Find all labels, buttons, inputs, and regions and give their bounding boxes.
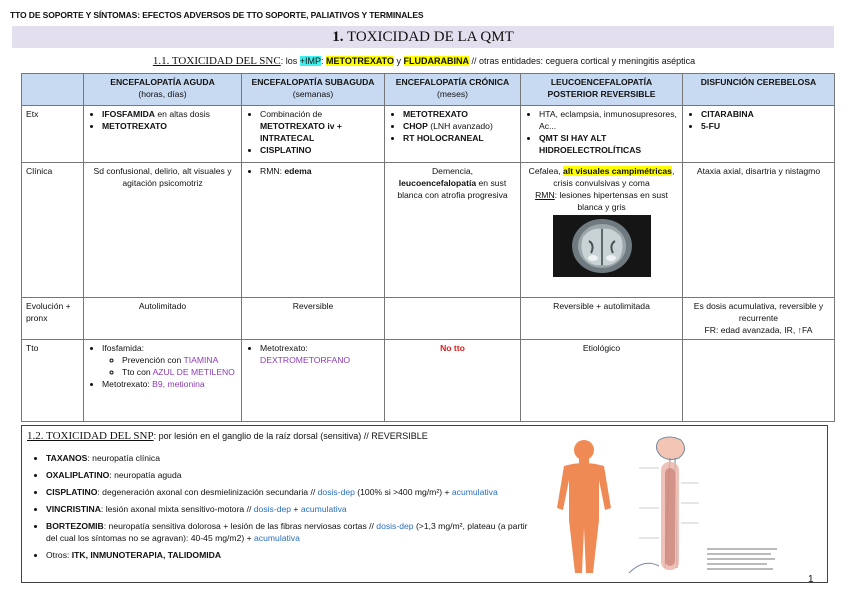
mri-image	[553, 215, 651, 277]
table-row-etx: Etx • IFOSFAMIDA en altas dosis • METOTREXATO • Combinación de METOTREXATO iv + INTRATECAL • CISPLATINO • METOTREXATO • CHOP (LNH avanzado) • RT HOLOCRANEAL • HTA, eclampsia, inmunosupresores, Ac... • QMT SI HAY ALT HIDROELECTROLÍTICAS • CITARABINA • 5-FU	[22, 106, 835, 163]
col-header-subaguda: ENCEFALOPATÍA SUBAGUDA (semanas)	[242, 74, 385, 106]
snc-subtitle	[0, 55, 848, 67]
row-label-clinica: Clínica	[22, 163, 84, 298]
corner-cell	[22, 74, 84, 106]
snp-drug-list	[32, 452, 536, 566]
col-header-leuco: LEUCOENCEFALOPATÍA POSTERIOR REVERSIBLE	[521, 74, 683, 106]
list-item: • Otros: ITK, INMUNOTERAPIA, TALIDOMIDA	[46, 549, 536, 561]
drug-fludarabina-highlight: FLUDARABINA	[403, 56, 470, 66]
col-header-aguda: ENCEFALOPATÍA AGUDA (horas, días)	[84, 74, 242, 106]
snc-toxicity-table	[21, 73, 835, 422]
row-label-evolucion: Evolución + pronx	[22, 298, 84, 340]
list-item: • CISPLATINO: degeneración axonal con desmielinización secundaria // dosis-dep (100% si >400 mg/m²) + acumulativa	[46, 486, 536, 498]
section-title	[12, 26, 834, 48]
snc-and: y	[394, 56, 404, 66]
title-number: 1.	[332, 29, 344, 45]
row-label-etx: Etx	[22, 106, 84, 163]
peripheral-nerve-figure	[529, 428, 819, 578]
table-row-tto: Tto • Ifosfamida: ◦ Prevención con TIAMINA ◦ Tto con AZUL DE METILENO • Metotrexato: B9, metionina • Metotrexato: DEXTROMETORFANO No tto Etiológico	[22, 340, 835, 422]
title-text: TOXICIDAD DE LA QMT	[346, 29, 514, 45]
col-header-cronica: ENCEFALOPATÍA CRÓNICA (meses)	[385, 74, 521, 106]
col-header-cerebelosa: DISFUNCIÓN CEREBELOSA	[683, 74, 835, 106]
table-row-evolucion: Evolución + pronx Autolimitado Reversible Reversible + autolimitada Es dosis acumulativa, reversible y recurrente FR: edad avanzada, IR, ↑FA	[22, 298, 835, 340]
list-item: • BORTEZOMIB: neuropatía sensitiva dolorosa + lesión de las fibras nerviosas cortas // dosis-dep (>1,3 mg/m², plateau (a partir del cual los síntomas no se agravan): 40-45 mg/m2) + acumulativa	[46, 520, 536, 544]
list-item: • OXALIPLATINO: neuropatía aguda	[46, 469, 536, 481]
snc-text: : los	[280, 56, 300, 66]
table-row-clinica: Clínica Sd confusional, delirio, alt visuales y agitación psicomotriz • RMN: edema Demencia, leucoencefalopatía en sust blanca con atrofia progresiva Cefalea, alt visuales campimétricas, crisis convulsivas y coma RMN: lesiones hipertensas en sust blanca y gris Ataxia axial, disartria y nistagmo	[22, 163, 835, 298]
snc-colon: :	[320, 56, 326, 66]
list-item: • VINCRISTINA: lesión axonal mixta sensitivo-motora // dosis-dep + acumulativa	[46, 503, 536, 515]
page-number: 1	[808, 574, 814, 585]
snp-section	[21, 425, 828, 583]
snc-label: 1.1. TOXICIDAD DEL SNC	[152, 55, 281, 67]
list-item: • TAXANOS: neuropatía clínica	[46, 452, 536, 464]
snc-rest: // otras entidades: ceguera cortical y meningitis aséptica	[469, 56, 696, 66]
arrow-up-icon: ↑	[797, 325, 802, 335]
drug-metotrexato-highlight: METOTREXATO	[325, 56, 394, 66]
document-header: TTO DE SOPORTE Y SÍNTOMAS: EFECTOS ADVERSOS DE TTO SOPORTE, PALIATIVOS Y TERMINALES	[10, 10, 424, 20]
snp-title: 1.2. TOXICIDAD DEL SNP: por lesión en el ganglio de la raíz dorsal (sensitiva) // REVERSIBLE	[27, 430, 428, 442]
row-label-tto: Tto	[22, 340, 84, 422]
imp-highlight: +IMP	[299, 56, 321, 66]
